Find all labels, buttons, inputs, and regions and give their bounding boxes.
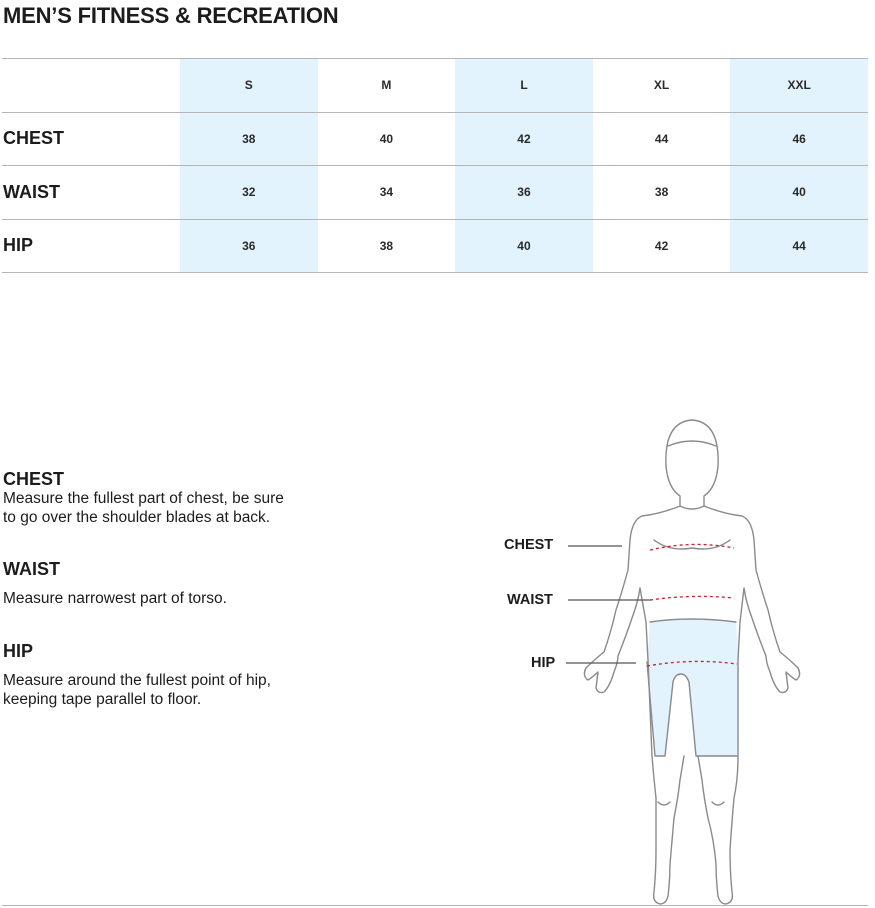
chest-guide-heading: CHEST xyxy=(3,469,65,489)
chest-guide-line-1: Measure the fullest part of chest, be sure xyxy=(3,490,284,507)
table-cell: 42 xyxy=(593,219,731,273)
page-title: MEN’S FITNESS & RECREATION xyxy=(3,3,339,28)
chest-guide-line-2: to go over the shoulder blades at back. xyxy=(3,509,271,526)
table-cell: 44 xyxy=(730,219,868,273)
table-cell: 38 xyxy=(318,219,456,273)
waist-tape-line xyxy=(650,596,734,600)
hip-guide-line-1: Measure around the fullest point of hip, xyxy=(3,672,271,689)
table-row-waist xyxy=(2,166,868,220)
body-measurement-figure xyxy=(490,410,820,908)
figure-label-waist: WAIST xyxy=(507,592,553,608)
size-header-l: L xyxy=(455,59,593,113)
chest-guide xyxy=(3,469,363,527)
table-cell: 34 xyxy=(318,166,456,220)
shorts-shape xyxy=(647,619,739,756)
table-cell: 40 xyxy=(455,219,593,273)
hip-guide-heading: HIP xyxy=(3,641,34,661)
hip-guide-line-2: keeping tape parallel to floor. xyxy=(3,691,202,708)
size-header-xxl: XXL xyxy=(730,59,868,113)
table-cell: 36 xyxy=(180,219,318,273)
size-header-xl: XL xyxy=(593,59,731,113)
table-cell: 38 xyxy=(593,166,731,220)
size-header-s: S xyxy=(180,59,318,113)
table-cell: 44 xyxy=(593,112,731,166)
bottom-divider xyxy=(2,905,868,906)
empty-corner-cell xyxy=(2,59,180,113)
table-cell: 46 xyxy=(730,112,868,166)
table-cell: 36 xyxy=(455,166,593,220)
chest-guide-text xyxy=(3,489,363,527)
waist-guide xyxy=(3,559,363,608)
figure-label-hip: HIP xyxy=(531,655,556,671)
row-label-waist: WAIST xyxy=(2,166,180,220)
table-cell: 40 xyxy=(730,166,868,220)
waist-guide-heading: WAIST xyxy=(3,559,60,579)
table-cell: 40 xyxy=(318,112,456,166)
size-header-row xyxy=(2,59,868,113)
row-label-chest: CHEST xyxy=(2,112,180,166)
waist-guide-line-1: Measure narrowest part of torso. xyxy=(3,590,227,607)
size-header-m: M xyxy=(318,59,456,113)
table-row-chest xyxy=(2,112,868,166)
human-outline-icon xyxy=(490,410,820,908)
waist-guide-text xyxy=(3,589,363,608)
hip-guide xyxy=(3,641,363,709)
figure-label-chest: CHEST xyxy=(504,537,554,553)
row-label-hip: HIP xyxy=(2,219,180,273)
hip-guide-text xyxy=(3,671,363,709)
table-cell: 38 xyxy=(180,112,318,166)
size-chart-table xyxy=(2,58,868,273)
table-row-hip xyxy=(2,219,868,273)
table-cell: 32 xyxy=(180,166,318,220)
leader-lines xyxy=(566,546,652,663)
table-cell: 42 xyxy=(455,112,593,166)
